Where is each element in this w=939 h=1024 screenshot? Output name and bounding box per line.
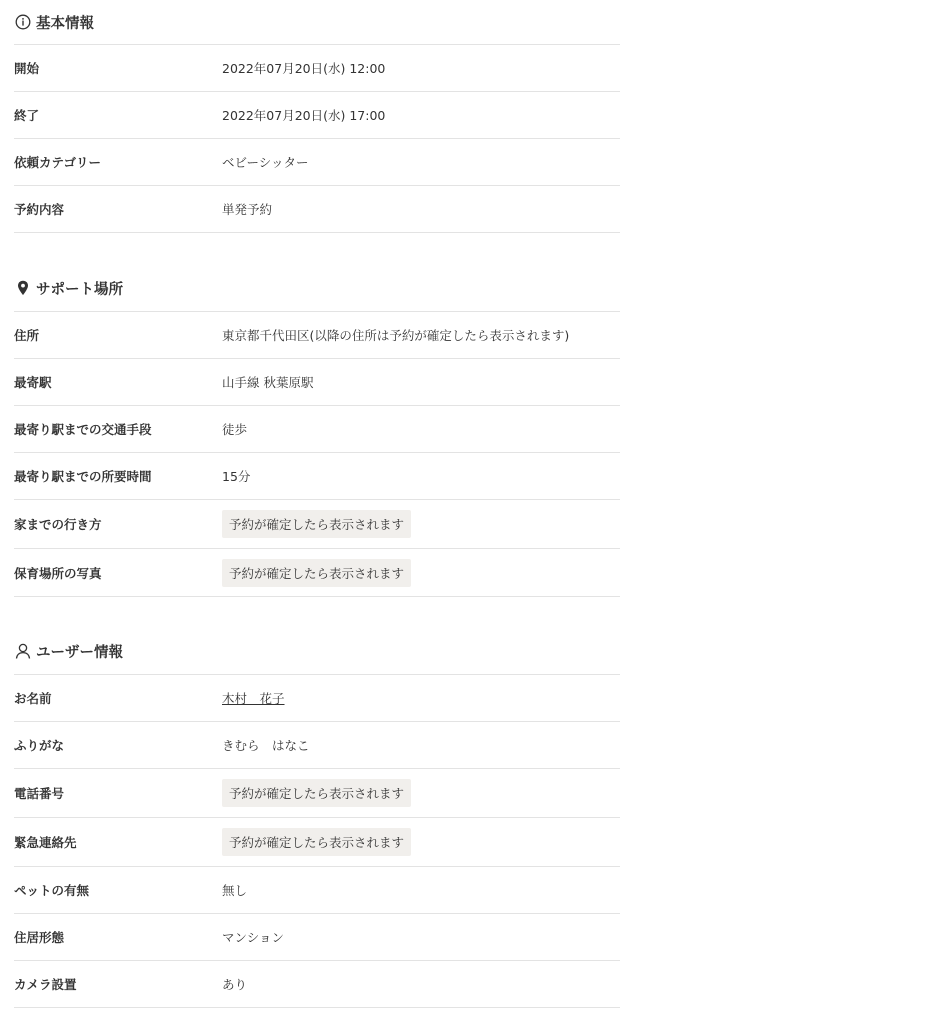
- row-value: ベビーシッター: [222, 155, 309, 170]
- row-housing-type: [14, 914, 620, 961]
- row-label: 最寄り駅までの所要時間: [14, 469, 152, 484]
- row-location-photo: [14, 549, 620, 597]
- row-value: [222, 559, 411, 587]
- row-label: ふりがな: [14, 738, 65, 753]
- row-nearest-station: [14, 359, 620, 406]
- row-label: 家までの行き方: [14, 517, 102, 532]
- row-value: 2022年07月20日(水) 17:00: [222, 108, 386, 123]
- hidden-until-confirmed-badge: 予約が確定したら表示されます: [222, 559, 411, 587]
- row-label: 電話番号: [14, 786, 65, 801]
- hidden-until-confirmed-badge: 予約が確定したら表示されます: [222, 510, 411, 538]
- row-label: 最寄駅: [14, 375, 52, 390]
- row-reservation-type: [14, 186, 620, 233]
- row-travel-time: [14, 453, 620, 500]
- user-info-title: ユーザー情報: [36, 644, 123, 661]
- basic-info-title: 基本情報: [36, 15, 94, 32]
- hidden-until-confirmed-badge: 予約が確定したら表示されます: [222, 828, 411, 856]
- row-label: 保育場所の写真: [14, 565, 102, 581]
- row-address: [14, 312, 620, 359]
- row-value: マンション: [222, 930, 284, 945]
- row-furigana: [14, 722, 620, 769]
- user-info-section: [14, 628, 620, 1008]
- support-location-section: [14, 265, 620, 597]
- row-label: 緊急連絡先: [14, 835, 77, 850]
- row-transport: [14, 406, 620, 453]
- row-label: 予約内容: [14, 202, 65, 217]
- row-value: あり: [222, 977, 248, 992]
- user-icon: [14, 642, 32, 660]
- row-emergency-contact: [14, 818, 620, 867]
- row-label: 住所: [14, 328, 40, 343]
- row-value: 15分: [222, 469, 251, 484]
- hidden-until-confirmed-badge: 予約が確定したら表示されます: [222, 779, 411, 807]
- row-value: 山手線 秋葉原駅: [222, 375, 314, 390]
- row-label: お名前: [14, 691, 52, 706]
- row-value: きむら はなこ: [222, 738, 310, 753]
- info-circle-icon: [14, 13, 32, 31]
- row-value: [222, 510, 411, 538]
- user-name-link[interactable]: 木村 花子: [222, 691, 285, 706]
- row-value: 2022年07月20日(水) 12:00: [222, 61, 386, 76]
- user-info-header: [14, 628, 620, 675]
- basic-info-header: [14, 0, 620, 45]
- row-label: ペットの有無: [14, 883, 90, 898]
- row-value: 徒歩: [222, 422, 248, 437]
- row-value: [222, 779, 411, 807]
- row-value: 無し: [222, 883, 248, 898]
- row-end: [14, 92, 620, 139]
- map-pin-icon: [14, 279, 32, 297]
- row-category: [14, 139, 620, 186]
- row-camera: [14, 961, 620, 1008]
- row-label: 終了: [14, 108, 40, 123]
- basic-info-section: [14, 0, 620, 233]
- row-value: 東京都千代田区(以降の住所は予約が確定したら表示されます): [222, 328, 570, 343]
- row-label: 依頼カテゴリー: [14, 155, 102, 170]
- row-name: [14, 675, 620, 722]
- row-label: 最寄り駅までの交通手段: [14, 422, 152, 437]
- row-value: 単発予約: [222, 202, 273, 217]
- row-label: 開始: [14, 61, 40, 76]
- support-location-header: [14, 265, 620, 312]
- row-label: 住居形態: [14, 930, 65, 945]
- row-label: カメラ設置: [14, 977, 77, 992]
- row-pets: [14, 867, 620, 914]
- row-directions: [14, 500, 620, 549]
- row-start: [14, 45, 620, 92]
- row-phone: [14, 769, 620, 818]
- row-value: [222, 828, 411, 856]
- support-location-title: サポート場所: [36, 281, 123, 298]
